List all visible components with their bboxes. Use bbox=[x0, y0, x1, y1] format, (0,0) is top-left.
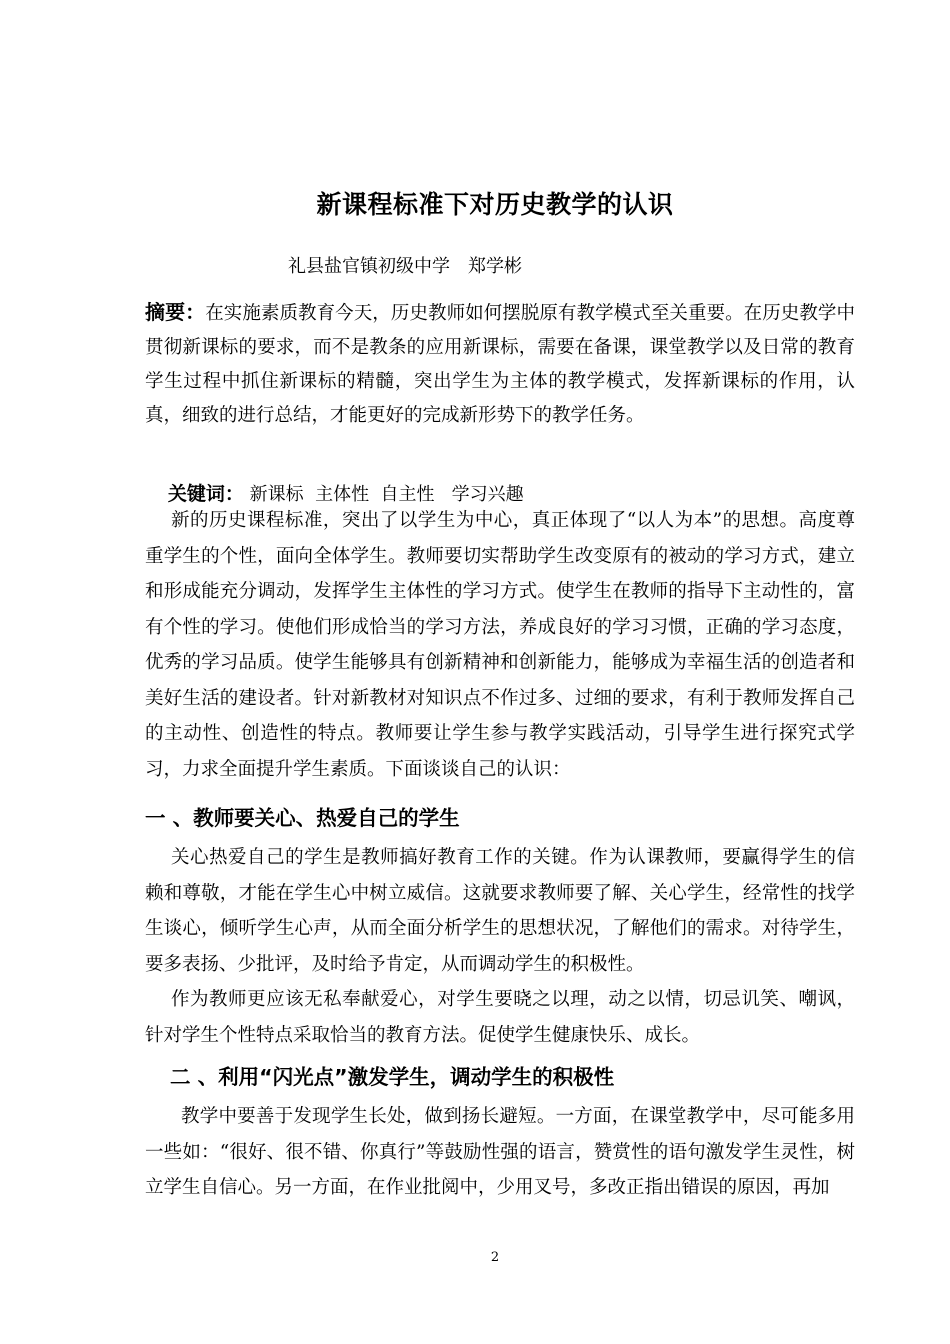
section-2-heading: 二 、利用“闪光点”激发学生，调动学生的积极性 bbox=[170, 1065, 615, 1089]
section-1-heading: 一 、教师要关心、热爱自己的学生 bbox=[145, 806, 460, 830]
intro-paragraph: 新的历史课程标准，突出了以学生为中心，真正体现了“以人为本”的思想。高度尊重学生的个性，面向全体学生。教师要切实帮助学生改变原有的被动的学习方式，建立和形成能充分调动，发挥学生主体性的学习方式。使学生在教师的指导下主动性的，富有个性的学习。使他们形成恰当的学习方法，养成良好的学习习惯，正确的学习态度，优秀的学习品质。使学生能够具有创新精神和创新能力，能够成为幸福生活的创造者和美好生活的建设者。针对新教材对知识点不作过多、过细的要求，有利于教师发挥自己的主动性、创造性的特点。教师要让学生参与教学实践活动，引导学生进行探究式学习，力求全面提升学生素质。下面谈谈自己的认识： bbox=[145, 510, 855, 780]
keywords-text: 新课标 主体性 自主性 学习兴趣 bbox=[243, 484, 524, 505]
section-1-paragraph-2: 作为教师更应该无私奉献爱心，对学生要晓之以理，动之以情，切忌讥笑、嘲讽，针对学生个性特点采取恰当的教育方法。促使学生健康快乐、成长。 bbox=[145, 989, 855, 1046]
page-number: 2 bbox=[490, 1250, 500, 1265]
abstract-block bbox=[145, 295, 855, 433]
document-title: 新课程标准下对历史教学的认识 bbox=[316, 190, 674, 219]
abstract-label: 摘要： bbox=[145, 300, 206, 324]
abstract-text: 在实施素质教育今天，历史教师如何摆脱原有教学模式至关重要。在历史教学中贯彻新课标的要求，而不是教条的应用新课标，需要在备课，课堂教学以及日常的教育学生过程中抓住新课标的精髓，突出学生为主体的教学模式，发挥新课标的作用，认真，细致的进行总结，才能更好的完成新形势下的教学任务。 bbox=[145, 303, 855, 426]
section-2-paragraph-1: 教学中要善于发现学生长处，做到扬长避短。一方面，在课堂教学中，尽可能多用一些如：“很好、很不错、你真行”等鼓励性强的语言，赞赏性的语句激发学生灵性，树立学生自信心。另一方面，在作业批阅中，少用叉号，多改正指出错误的原因，再加 bbox=[145, 1106, 855, 1198]
section-1-paragraph-1: 关心热爱自己的学生是教师搞好教育工作的关键。作为认课教师，要赢得学生的信赖和尊敬，才能在学生心中树立威信。这就要求教师要了解、关心学生，经常性的找学生谈心，倾听学生心声，从而全面分析学生的思想状况，了解他们的需求。对待学生，要多表扬、少批评，及时给予肯定，从而调动学生的积极性。 bbox=[145, 847, 855, 975]
keywords-label: 关键词： bbox=[167, 483, 244, 505]
author-line: 礼县盐官镇初级中学 郑学彬 bbox=[288, 256, 522, 277]
